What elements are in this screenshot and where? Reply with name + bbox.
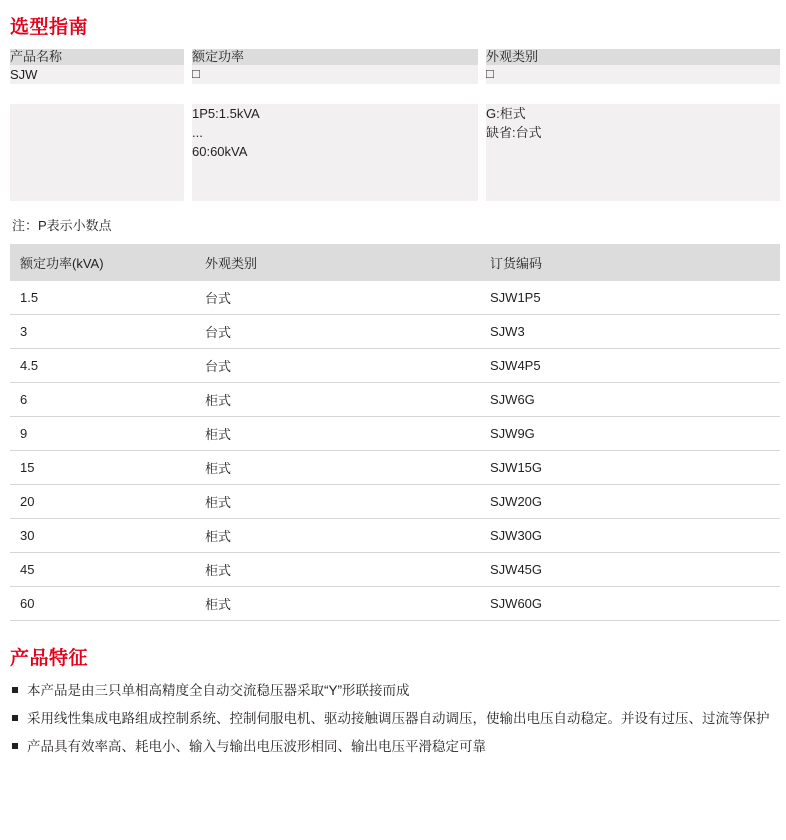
guide-value-product-name: SJW xyxy=(10,65,184,84)
orders-header-appearance: 外观类别 xyxy=(195,244,480,281)
guide-header-rated-power: 额定功率 xyxy=(192,49,478,65)
cell-order-code: SJW4P5 xyxy=(480,349,780,383)
selection-guide-table xyxy=(10,49,780,201)
rated-power-line: ... xyxy=(192,125,203,140)
guide-gap-cell xyxy=(10,84,184,104)
order-code-table xyxy=(10,244,780,621)
cell-rated-power: 45 xyxy=(10,553,195,587)
guide-detail-blank xyxy=(10,104,184,201)
guide-spacer xyxy=(478,104,486,201)
cell-appearance: 柜式 xyxy=(195,485,480,519)
table-row xyxy=(10,417,780,451)
cell-rated-power: 4.5 xyxy=(10,349,195,383)
features-list xyxy=(12,680,778,757)
guide-spacer xyxy=(478,65,486,84)
table-row xyxy=(10,315,780,349)
rated-power-line: 60:60kVA xyxy=(192,144,248,159)
cell-order-code: SJW3 xyxy=(480,315,780,349)
cell-appearance: 台式 xyxy=(195,349,480,383)
cell-appearance: 柜式 xyxy=(195,417,480,451)
cell-order-code: SJW30G xyxy=(480,519,780,553)
guide-gap-row xyxy=(10,84,780,104)
cell-appearance: 柜式 xyxy=(195,553,480,587)
page-root xyxy=(0,12,786,757)
orders-header-order-code: 订货编码 xyxy=(480,244,780,281)
cell-rated-power: 9 xyxy=(10,417,195,451)
cell-rated-power: 30 xyxy=(10,519,195,553)
guide-gap-cell xyxy=(486,84,780,104)
orders-header-rated-power: 额定功率(kVA) xyxy=(10,244,195,281)
guide-header-product-name: 产品名称 xyxy=(10,49,184,65)
cell-appearance: 柜式 xyxy=(195,451,480,485)
cell-appearance: 台式 xyxy=(195,315,480,349)
guide-spacer xyxy=(478,49,486,65)
guide-gap-cell xyxy=(478,84,486,104)
guide-value-rated-power-box: □ xyxy=(192,65,478,84)
page-title: 选型指南 xyxy=(10,17,89,38)
cell-order-code: SJW20G xyxy=(480,485,780,519)
table-row xyxy=(10,553,780,587)
cell-rated-power: 1.5 xyxy=(10,281,195,315)
cell-rated-power: 3 xyxy=(10,315,195,349)
cell-rated-power: 6 xyxy=(10,383,195,417)
table-row xyxy=(10,519,780,553)
list-item: 本产品是由三只单相高精度全自动交流稳压器采取“Y”形联接而成 xyxy=(12,680,778,701)
orders-header-row xyxy=(10,244,780,281)
list-item: 采用线性集成电路组成控制系统、控制伺服电机、驱动接触调压器自动调压，使输出电压自动稳定。并设有过压、过流等保护 xyxy=(12,708,778,729)
cell-order-code: SJW1P5 xyxy=(480,281,780,315)
guide-value-appearance-box: □ xyxy=(486,65,780,84)
cell-appearance: 台式 xyxy=(195,281,480,315)
rated-power-line: 1P5:1.5kVA xyxy=(192,106,260,121)
cell-order-code: SJW60G xyxy=(480,587,780,621)
cell-appearance: 柜式 xyxy=(195,587,480,621)
cell-order-code: SJW9G xyxy=(480,417,780,451)
guide-note: 注：P表示小数点 xyxy=(12,218,112,233)
appearance-line: G:柜式 xyxy=(486,106,526,121)
cell-rated-power: 60 xyxy=(10,587,195,621)
cell-rated-power: 15 xyxy=(10,451,195,485)
guide-detail-row xyxy=(10,104,780,201)
table-row xyxy=(10,281,780,315)
list-item: 产品具有效率高、耗电小、输入与输出电压波形相同、输出电压平滑稳定可靠 xyxy=(12,736,778,757)
cell-order-code: SJW45G xyxy=(480,553,780,587)
cell-order-code: SJW15G xyxy=(480,451,780,485)
cell-order-code: SJW6G xyxy=(480,383,780,417)
cell-appearance: 柜式 xyxy=(195,383,480,417)
guide-detail-appearance xyxy=(486,104,780,201)
table-row xyxy=(10,451,780,485)
guide-gap-cell xyxy=(192,84,478,104)
cell-appearance: 柜式 xyxy=(195,519,480,553)
guide-value-row xyxy=(10,65,780,84)
guide-spacer xyxy=(184,65,192,84)
table-row xyxy=(10,383,780,417)
features-title: 产品特征 xyxy=(10,648,89,669)
guide-gap-cell xyxy=(184,84,192,104)
table-row xyxy=(10,349,780,383)
appearance-line: 缺省:台式 xyxy=(486,125,542,140)
guide-spacer xyxy=(184,104,192,201)
table-row xyxy=(10,485,780,519)
table-row xyxy=(10,587,780,621)
guide-spacer xyxy=(184,49,192,65)
guide-header-row xyxy=(10,49,780,65)
cell-rated-power: 20 xyxy=(10,485,195,519)
guide-detail-rated-power xyxy=(192,104,478,201)
guide-header-appearance: 外观类别 xyxy=(486,49,780,65)
